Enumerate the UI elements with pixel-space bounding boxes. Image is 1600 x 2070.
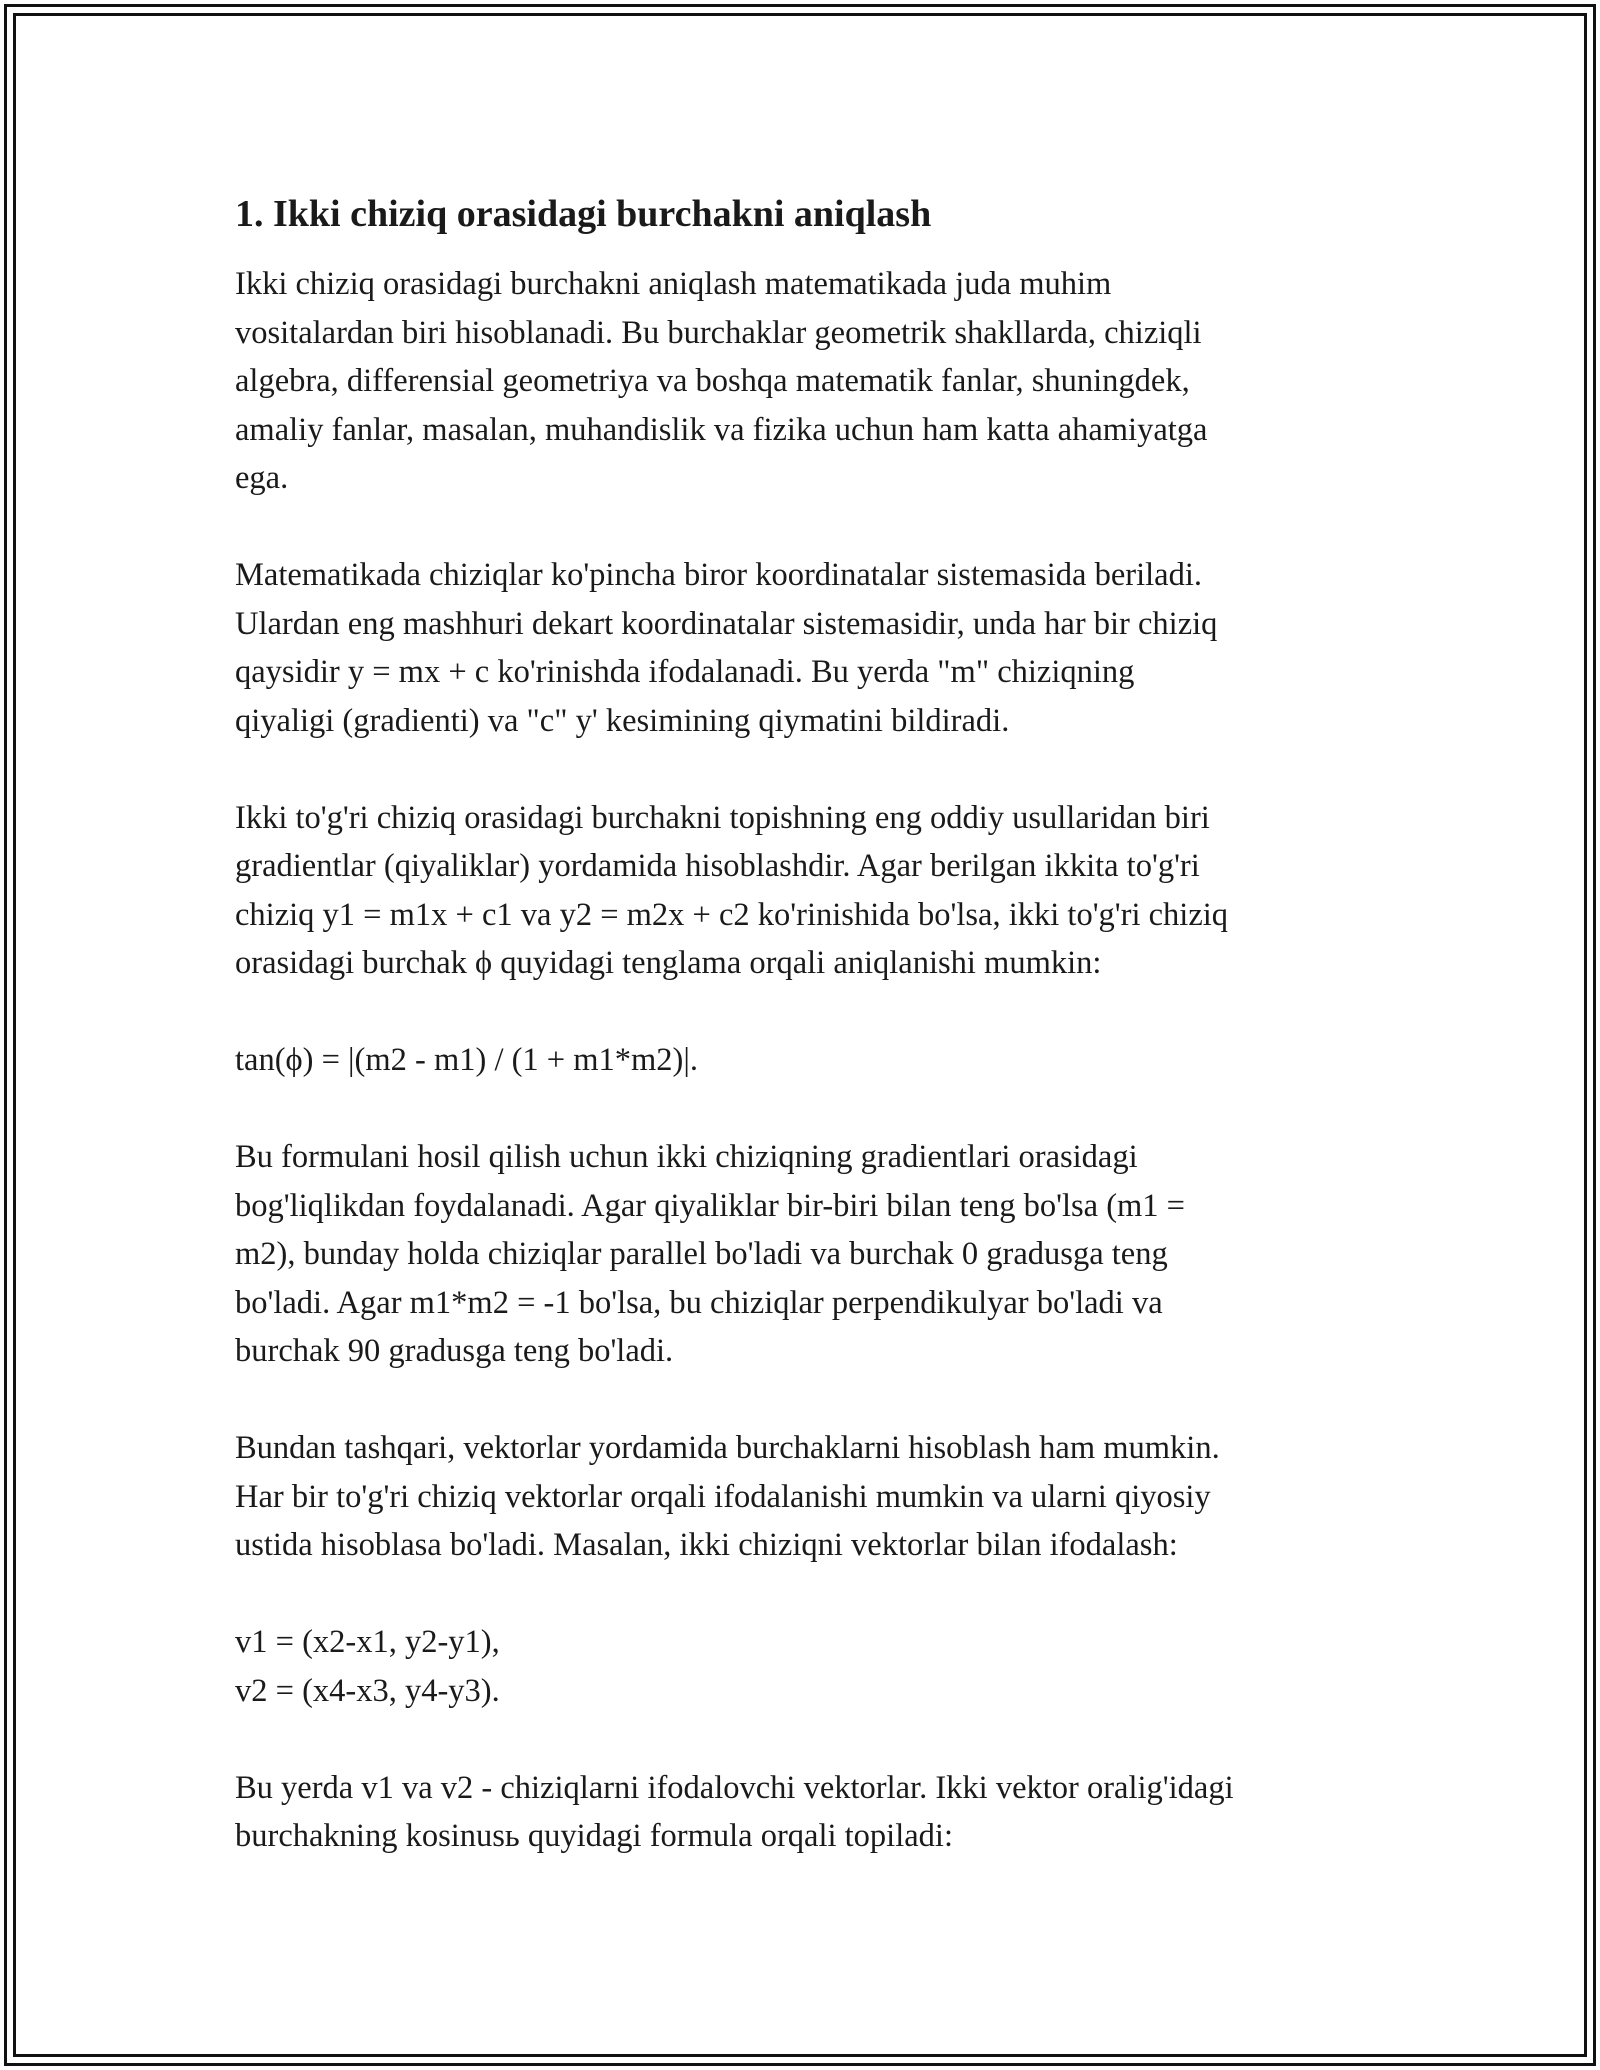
paragraph-derivation	[235, 1133, 1385, 1376]
text-line: bog'liqlikdan foydalanadi. Agar qiyaliklar bir-biri bilan teng bo'lsa (m1 =	[235, 1187, 1186, 1224]
text-line: qaysidir y = mx + c ko'rinishda ifodalanadi. Bu yerda "m" chiziqning	[235, 654, 1135, 690]
text-line: Bundan tashqari, vektorlar yordamida burchaklarni hisoblash ham mumkin.	[235, 1430, 1220, 1466]
text-line: chiziq y1 = m1x + c1 va y2 = m2x + c2 ko'rinishida bo'lsa, ikki to'g'ri chiziq	[235, 896, 1229, 933]
text-line: Har bir to'g'ri chiziq vektorlar orqali ifodalanishi mumkin va ularni qiyosiy	[235, 1478, 1211, 1515]
formula-line: v1 = (x2-x1, y2-y1),	[235, 1624, 500, 1660]
text-line: qiyaligi (gradienti) va "c" y' kesimining qiymatini bildiradi.	[235, 702, 1010, 739]
text-line: m2), bunday holda chiziqlar parallel bo'ladi va burchak 0 gradusga teng	[235, 1236, 1168, 1272]
paragraph-cosine	[235, 1764, 1385, 1861]
text-line: algebra, differensial geometriya va boshqa matematik fanlar, shuningdek,	[235, 363, 1190, 399]
text-line: ega.	[235, 460, 289, 496]
text-line: Ikki to'g'ri chiziq orasidagi burchakni topishning eng oddiy usullaridan biri	[235, 799, 1210, 836]
paragraph-coordinates	[235, 551, 1385, 745]
text-line: Ulardan eng mashhuri dekart koordinatalar sistemasidir, unda har bir chiziq	[235, 605, 1218, 642]
text-line: burchakning kosinusь quyidagi formula orqali topiladi:	[235, 1818, 953, 1854]
formula-vectors	[235, 1618, 1385, 1715]
text-line: amaliy fanlar, masalan, muhandislik va fizika uchun ham katta ahamiyatga	[235, 411, 1208, 448]
paragraph-intro	[235, 260, 1385, 503]
text-line: Bu formulani hosil qilish uchun ikki chiziqning gradientlari orasidagi	[235, 1139, 1138, 1175]
text-line: orasidagi burchak ϕ quyidagi tenglama orqali aniqlanishi mumkin:	[235, 945, 1102, 981]
text-line: vositalardan biri hisoblanadi. Bu burchaklar geometrik shakllarda, chiziqli	[235, 314, 1202, 351]
paragraph-vectors	[235, 1424, 1385, 1570]
text-line: bo'ladi. Agar m1*m2 = -1 bo'lsa, bu chiziqlar perpendikulyar bo'ladi va	[235, 1284, 1163, 1321]
document-body	[235, 182, 1385, 1909]
paragraph-gradients	[235, 794, 1385, 988]
formula-line: v2 = (x4-x3, y4-y3).	[235, 1672, 500, 1709]
text-line: gradientlar (qiyaliklar) yordamida hisoblashdir. Agar berilgan ikkita to'g'ri	[235, 848, 1200, 884]
formula-line: tan(ϕ) = |(m2 - m1) / (1 + m1*m2)|.	[235, 1042, 699, 1078]
formula-tan	[235, 1036, 1385, 1085]
text-line: Matematikada chiziqlar ko'pincha biror koordinatalar sistemasida beriladi.	[235, 557, 1202, 593]
text-line: Bu yerda v1 va v2 - chiziqlarni ifodalovchi vektorlar. Ikki vektor oralig'idagi	[235, 1769, 1234, 1806]
section-heading: 1. Ikki chiziq orasidagi burchakni aniqlash	[235, 193, 932, 235]
text-line: burchak 90 gradusga teng bo'ladi.	[235, 1333, 674, 1369]
text-line: Ikki chiziq orasidagi burchakni aniqlash matematikada juda muhim	[235, 266, 1112, 302]
text-line: ustida hisoblasa bo'ladi. Masalan, ikki chiziqni vektorlar bilan ifodalash:	[235, 1527, 1178, 1563]
